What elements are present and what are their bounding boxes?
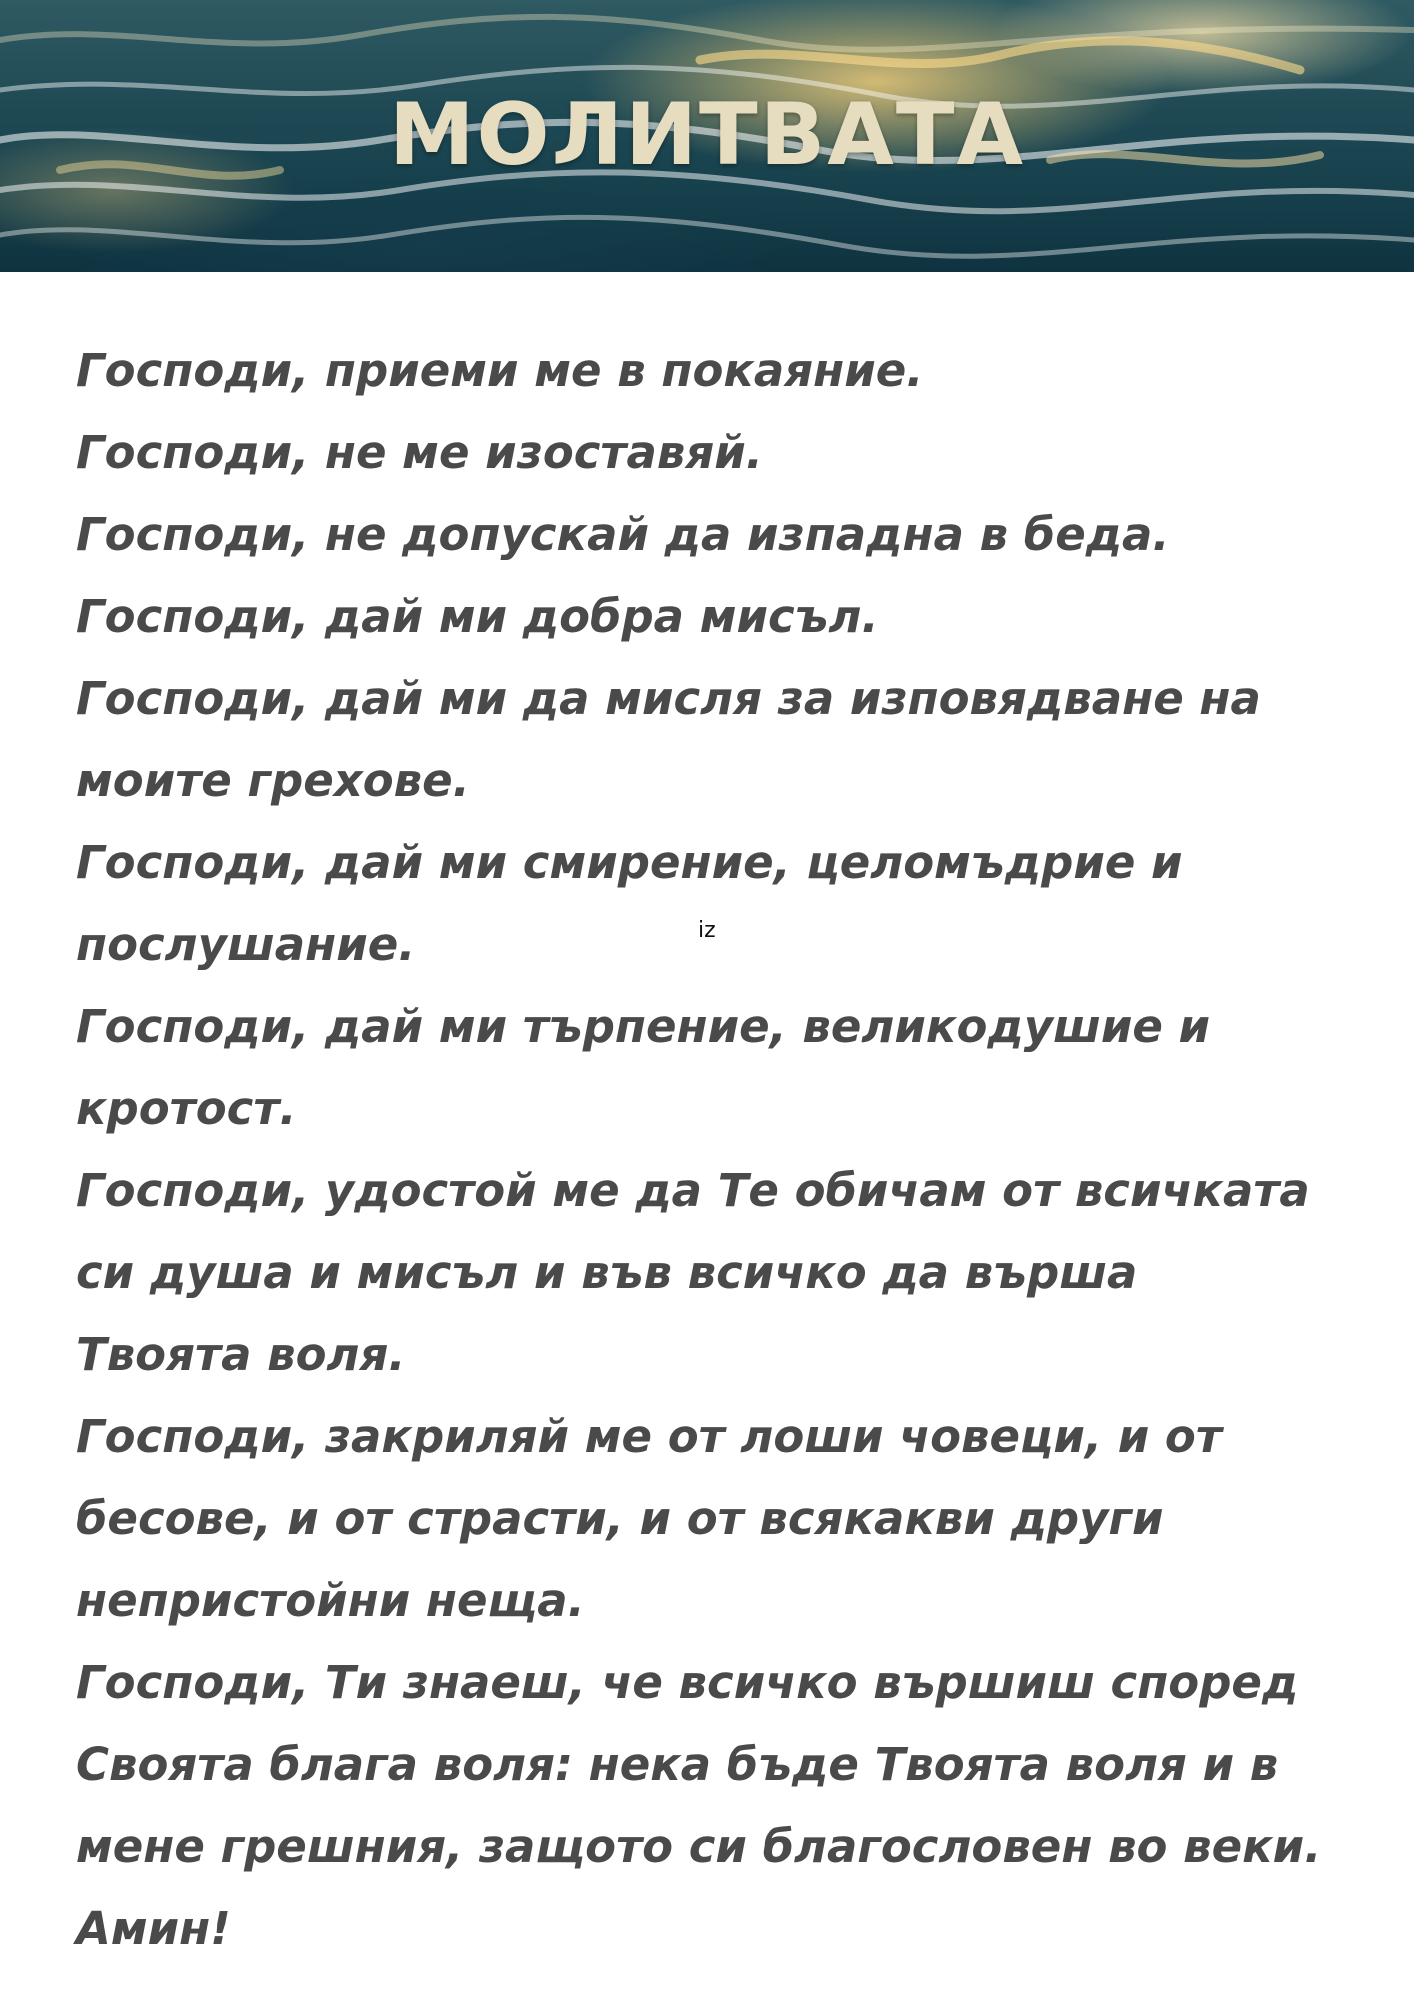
prayer-line: Господи, дай ми да мисля за изповядване на xyxy=(76,672,1261,725)
prayer-line: Господи, дай ми добра мисъл. xyxy=(76,590,879,643)
prayer-line: кротост. xyxy=(76,1082,297,1135)
header-banner xyxy=(0,0,1414,272)
prayer-line: Твоята воля. xyxy=(76,1328,406,1381)
prayer-line: непристойни неща. xyxy=(76,1574,585,1627)
prayer-line: Господи, приеми ме в покаяние. xyxy=(76,344,924,397)
prayer-line: Своята блага воля: нека бъде Твоята воля и в xyxy=(76,1738,1279,1791)
stray-mark: iz xyxy=(698,918,716,943)
prayer-line: Господи, Ти знаеш, че всичко вършиш според xyxy=(76,1656,1299,1709)
prayer-line: мене грешния, защото си благословен во веки. xyxy=(76,1820,1322,1873)
prayer-line: Амин! xyxy=(76,1902,231,1955)
prayer-line: Господи, не допускай да изпадна в беда. xyxy=(76,508,1170,561)
prayer-line: Господи, дай ми търпение, великодушие и xyxy=(76,1000,1211,1053)
prayer-line: моите грехове. xyxy=(76,754,470,807)
prayer-line: Господи, удостой ме да Те обичам от всичката xyxy=(76,1164,1310,1217)
prayer-text xyxy=(76,330,1376,1970)
prayer-line: Господи, не ме изоставяй. xyxy=(76,426,763,479)
page-title: МОЛИТВАТА xyxy=(388,85,1026,185)
prayer-line: Господи, закриляй ме от лоши човеци, и от xyxy=(76,1410,1222,1463)
prayer-line: бесове, и от страсти, и от всякакви други xyxy=(76,1492,1164,1545)
prayer-line: послушание. xyxy=(76,918,416,971)
prayer-line: Господи, дай ми смирение, целомъдрие и xyxy=(76,836,1183,889)
prayer-line: си душа и мисъл и във всичко да върша xyxy=(76,1246,1138,1299)
